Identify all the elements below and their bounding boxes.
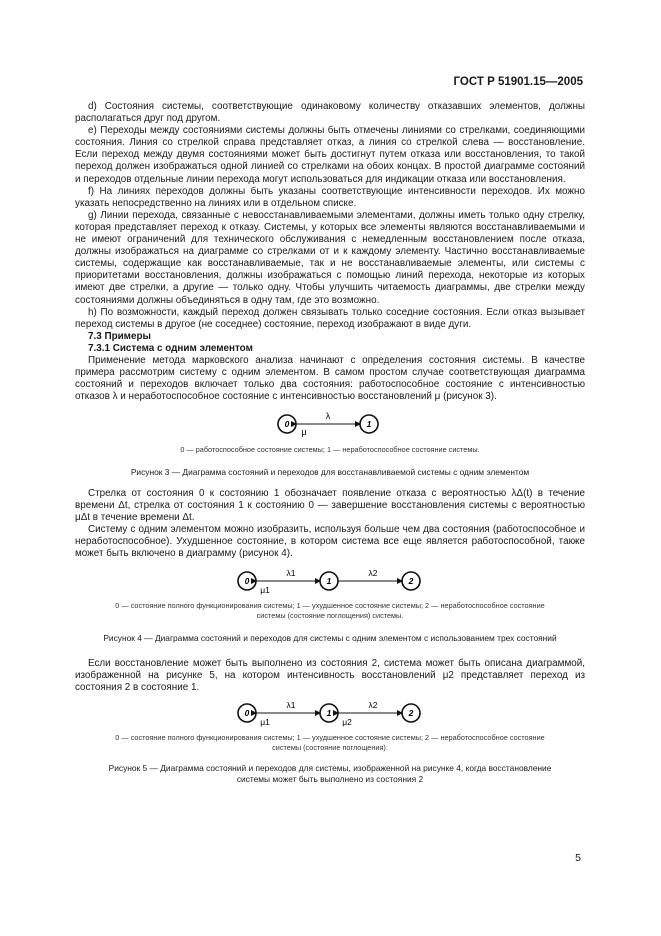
paragraph-restore: Если восстановление может быть выполнено из состояния 2, система может быть описана диаграммой, изображенной на рисунке 5, на котором интенсивность восстановлений μ2 представляет переход из состояния 2 в состояние 1.	[75, 657, 585, 694]
figure-4-diagram	[235, 564, 425, 598]
state-1-label: 1	[366, 419, 372, 430]
paragraph-e: е) Переходы между состояниями системы должны быть отмечены линиями со стрелками, соединяющими состояния. Линия со стрелкой справа представляет отказ, а линия со стрелкой слева — восстановление. Если переход между двумя состояниями может быть достигнут путем отказа или восстановления, то такой переход должен изображаться одной линией со стрелками на обоих концах. В простой диаграмме состояний и переходов отдельные линии перехода могут использоваться для индикации отказа или восстановления.	[75, 125, 585, 185]
mu1-label: μ1	[260, 717, 270, 728]
figure-3-legend: 0 — работоспособное состояние системы; 1 — неработоспособное состояние системы.	[180, 445, 480, 455]
state-1-label: 1	[326, 708, 332, 719]
figure-4-legend-line-2: системы (состояние поглощения) системы.	[256, 611, 404, 621]
state-0-label: 0	[244, 576, 250, 587]
paragraph-h: h) По возможности, каждый переход должен связывать только соседние состояния. Если отказ вызывает переход системы в другое (не соседнее) состояние, переход изображают в виде дуги.	[75, 306, 585, 330]
figure-4-legend-line-1: 0 — состояние полного функционирования системы; 1 — ухудшенное состояние системы; 2 — неработоспособное состояние	[115, 601, 545, 611]
state-2-label: 2	[408, 576, 414, 587]
page-number: 5	[575, 852, 581, 864]
state-0-label: 0	[284, 419, 290, 430]
mu2-label: μ2	[342, 717, 352, 728]
lambda-label: λ	[325, 411, 331, 422]
figure-5-legend-line-1: 0 — состояние полного функционирования системы; 1 — ухудшенное состояние системы; 2 — неработоспособное состояние	[115, 733, 545, 743]
state-0-label: 0	[244, 708, 250, 719]
figure-5-title-line-2: системы может быть выполнено из состояния 2	[236, 773, 424, 784]
mu-label: μ	[301, 427, 307, 438]
lambda1-label: λ1	[286, 700, 296, 711]
figure-3-title: Рисунок 3 — Диаграмма состояний и переходов для восстанавливаемой системы с одним элементом	[130, 467, 530, 478]
lambda2-label: λ2	[368, 568, 378, 579]
state-2-label: 2	[408, 708, 414, 719]
mu1-label: μ1	[260, 585, 270, 596]
figure-3-diagram	[275, 407, 385, 441]
figure-5-legend-line-2: системы (состояние поглощения).	[272, 743, 388, 753]
section-7-3-1-heading: 7.3.1 Система с одним элементом	[88, 342, 253, 354]
section-7-3-heading: 7.3 Примеры	[88, 330, 151, 342]
paragraph-f: f) На линиях переходов должны быть указаны соответствующие интенсивности переходов. Их можно указать непосредственно на линиях или в отдельном списке.	[75, 185, 585, 209]
paragraph-intro: Применение метода марковского анализа начинают с определения состояния системы. В качестве примера рассмотрим систему с одним элементом. В самом простом случае соответствующая диаграмма состояний и переходов включает только два состояния: работоспособное состояние с интенсивностью отказов λ и неработоспособное состояние с интенсивностью восстановлений μ (рисунок 3).	[75, 354, 585, 403]
lambda2-label: λ2	[368, 700, 378, 711]
paragraph-g: g) Линии перехода, связанные с невосстанавливаемыми элементами, должны иметь только одну стрелку, которая представляет переход к отказу. Системы, у которых все элементы являются восстанавливаемыми и не имеют ограничений для технического обслуживания с немедленным восстановлением после отказа, должны изображаться на диаграмме со стрелками от и к каждому элементу. Частично восстанавливаемые системы, содержащие как восстанавливаемые, так и не восстанавливаемые элементы, или системы с приоритетами восстановления, должны изображаться с помощью линий перехода, некоторые из которых имеют две стрелки, а другие — только одну. Чтобы улучшить читаемость диаграммы, две стрелки между состояниями должны объединяться в одну там, где это возможно.	[75, 209, 585, 306]
state-1-label: 1	[326, 576, 332, 587]
figure-5-diagram	[235, 696, 425, 730]
paragraph-more-states: Систему с одним элементом можно изобразить, используя больше чем два состояния (работоспособное и неработоспособное). Ухудшенное состояние, в котором система все еще является работоспособной, также может быть включено в диаграмму (рисунок 4).	[75, 524, 585, 560]
standard-code-header: ГОСТ Р 51901.15—2005	[453, 76, 583, 88]
paragraph-d: d) Состояния системы, соответствующие одинаковому количеству отказавших элементов, должны располагаться друг под другом.	[75, 101, 585, 125]
body-text	[75, 101, 585, 784]
paragraph-arrow: Стрелка от состояния 0 к состоянию 1 обозначает появление отказа с вероятностью λΔ(t) в течение времени Δt, стрелка от состояния 1 к состоянию 0 — завершение восстановления системы с вероятностью μΔt в течение времени Δt.	[75, 487, 585, 524]
figure-4-title: Рисунок 4 — Диаграмма состояний и переходов для системы с одним элементом с использованием трех состояний	[103, 633, 557, 644]
lambda1-label: λ1	[286, 568, 296, 579]
figure-5-title-line-1: Рисунок 5 — Диаграмма состояний и переходов для системы, изображенной на рисунке 4, когда восстановление	[108, 763, 552, 774]
